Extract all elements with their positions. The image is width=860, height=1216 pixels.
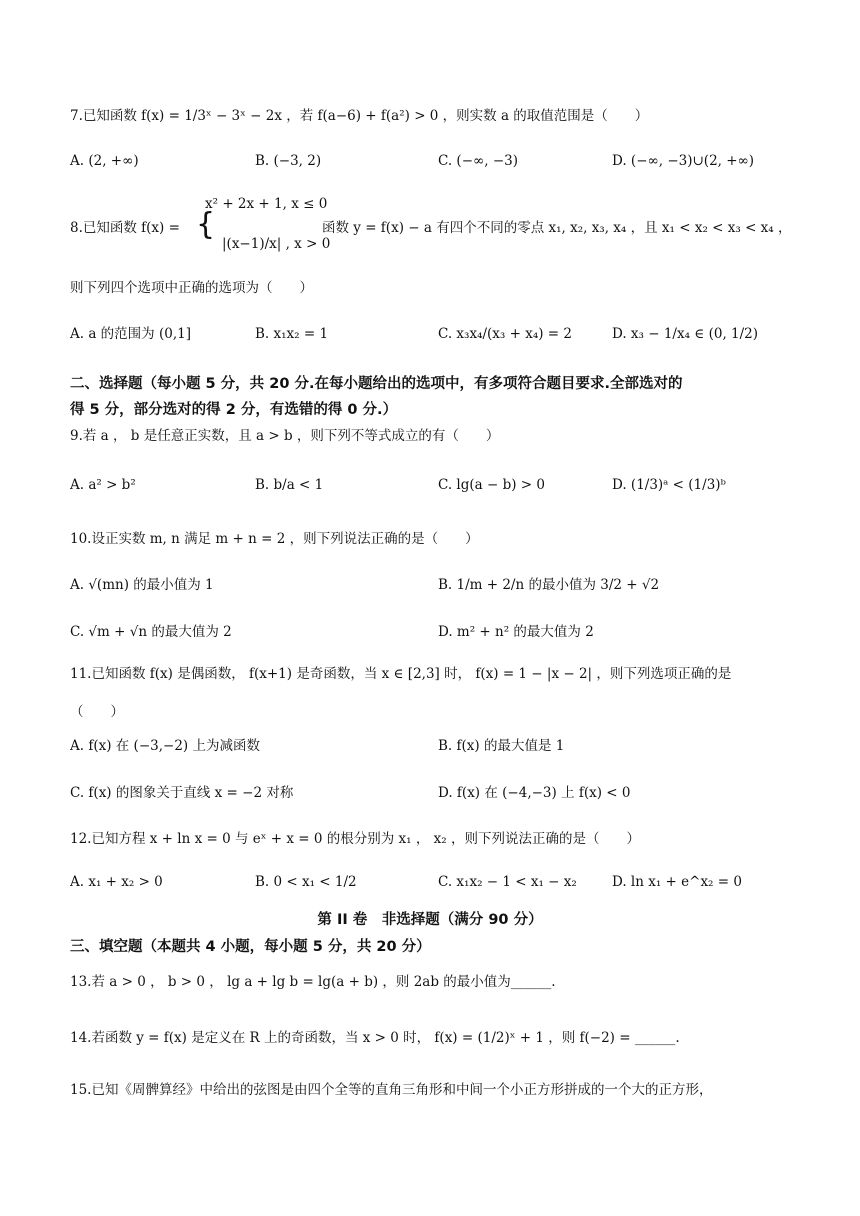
section-3-heading: 三、填空题（本题共 4 小题，每小题 5 分，共 20 分）	[70, 939, 431, 955]
question-12-stem: 12.已知方程 x + ln x = 0 与 eˣ + x = 0 的根分别为 x₁ ， x₂ ，则下列说法正确的是（ ）	[70, 831, 640, 847]
q7-option-b: B. (−3, 2)	[255, 153, 322, 169]
q7-option-d: D. (−∞, −3)∪(2, +∞)	[612, 153, 755, 169]
question-10-stem: 10.设正实数 m, n 满足 m + n = 2 ，则下列说法正确的是（ ）	[70, 531, 479, 547]
q12-option-d: D. ln x₁ + e^x₂ = 0	[612, 874, 742, 890]
q11-option-b: B. f(x) 的最大值是 1	[438, 738, 565, 754]
q8-option-c: C. x₃x₄/(x₃ + x₄) = 2	[438, 326, 572, 342]
q9-option-a: A. a² > b²	[70, 477, 136, 493]
piecewise-branch-2: |(x−1)/x| , x > 0	[222, 236, 331, 252]
q12-option-a: A. x₁ + x₂ > 0	[70, 874, 163, 890]
q9-option-c: C. lg(a − b) > 0	[438, 477, 545, 493]
q9-option-b: B. b/a < 1	[255, 477, 324, 493]
piecewise-branch-1: x² + 2x + 1, x ≤ 0	[205, 196, 328, 212]
part-2-title: 第 II 卷 非选择题（满分 90 分）	[317, 912, 543, 928]
q9-option-d: D. (1/3)ᵃ < (1/3)ᵇ	[612, 477, 726, 493]
q10-option-d: D. m² + n² 的最大值为 2	[438, 624, 594, 640]
q11-option-a: A. f(x) 在 (−3,−2) 上为减函数	[70, 738, 260, 754]
question-11-stem-2: （ ）	[70, 704, 124, 720]
q8-option-a: A. a 的范围为 (0,1]	[70, 326, 191, 342]
q7-option-a: A. (2, +∞)	[70, 153, 139, 169]
q12-option-c: C. x₁x₂ − 1 < x₁ − x₂	[438, 874, 577, 890]
q7-option-c: C. (−∞, −3)	[438, 153, 519, 169]
question-8-stem-right: 函数 y = f(x) − a 有四个不同的零点 x₁, x₂, x₃, x₄ ，且 x₁ < x₂ < x₃ < x₄ ，	[322, 220, 792, 236]
question-9-stem: 9.若 a ， b 是任意正实数，且 a > b ，则下列不等式成立的有（ ）	[70, 428, 500, 444]
question-7-stem: 7.已知函数 f(x) = 1/3ˣ − 3ˣ − 2x ，若 f(a−6) + f(a²) > 0 ，则实数 a 的取值范围是（ ）	[70, 108, 649, 124]
q12-option-b: B. 0 < x₁ < 1/2	[255, 874, 357, 890]
piecewise-brace: {	[196, 207, 216, 242]
question-8-stem-left: 8.已知函数 f(x) =	[70, 220, 180, 236]
question-8-stem-2: 则下列四个选项中正确的选项为（ ）	[70, 280, 313, 296]
question-11-stem: 11.已知函数 f(x) 是偶函数， f(x+1) 是奇函数，当 x ∈ [2,3] 时， f(x) = 1 − |x − 2| ，则下列选项正确的是	[70, 666, 732, 682]
question-14: 14.若函数 y = f(x) 是定义在 R 上的奇函数，当 x > 0 时， f(x) = (1/2)ˣ + 1 ，则 f(−2) = ______.	[70, 1030, 680, 1046]
q10-option-a: A. √(mn) 的最小值为 1	[70, 577, 214, 593]
section-2-heading-line-1: 二、选择题（每小题 5 分，共 20 分.在每小题给出的选项中，有多项符合题目要求.全部选对的	[70, 376, 683, 392]
question-13: 13.若 a > 0 ， b > 0 ， lg a + lg b = lg(a + b) ，则 2ab 的最小值为______.	[70, 974, 556, 990]
q10-option-c: C. √m + √n 的最大值为 2	[70, 624, 232, 640]
q11-option-c: C. f(x) 的图象关于直线 x = −2 对称	[70, 785, 294, 801]
q8-option-d: D. x₃ − 1/x₄ ∈ (0, 1/2)	[612, 326, 759, 342]
question-15: 15.已知《周髀算经》中给出的弦图是由四个全等的直角三角形和中间一个小正方形拼成的一个大的正方形，	[70, 1082, 713, 1098]
section-2-heading-line-2: 得 5 分，部分选对的得 2 分，有选错的得 0 分.）	[70, 402, 398, 418]
q11-option-d: D. f(x) 在 (−4,−3) 上 f(x) < 0	[438, 785, 631, 801]
q10-option-b: B. 1/m + 2/n 的最小值为 3/2 + √2	[438, 577, 660, 593]
q8-option-b: B. x₁x₂ = 1	[255, 326, 329, 342]
